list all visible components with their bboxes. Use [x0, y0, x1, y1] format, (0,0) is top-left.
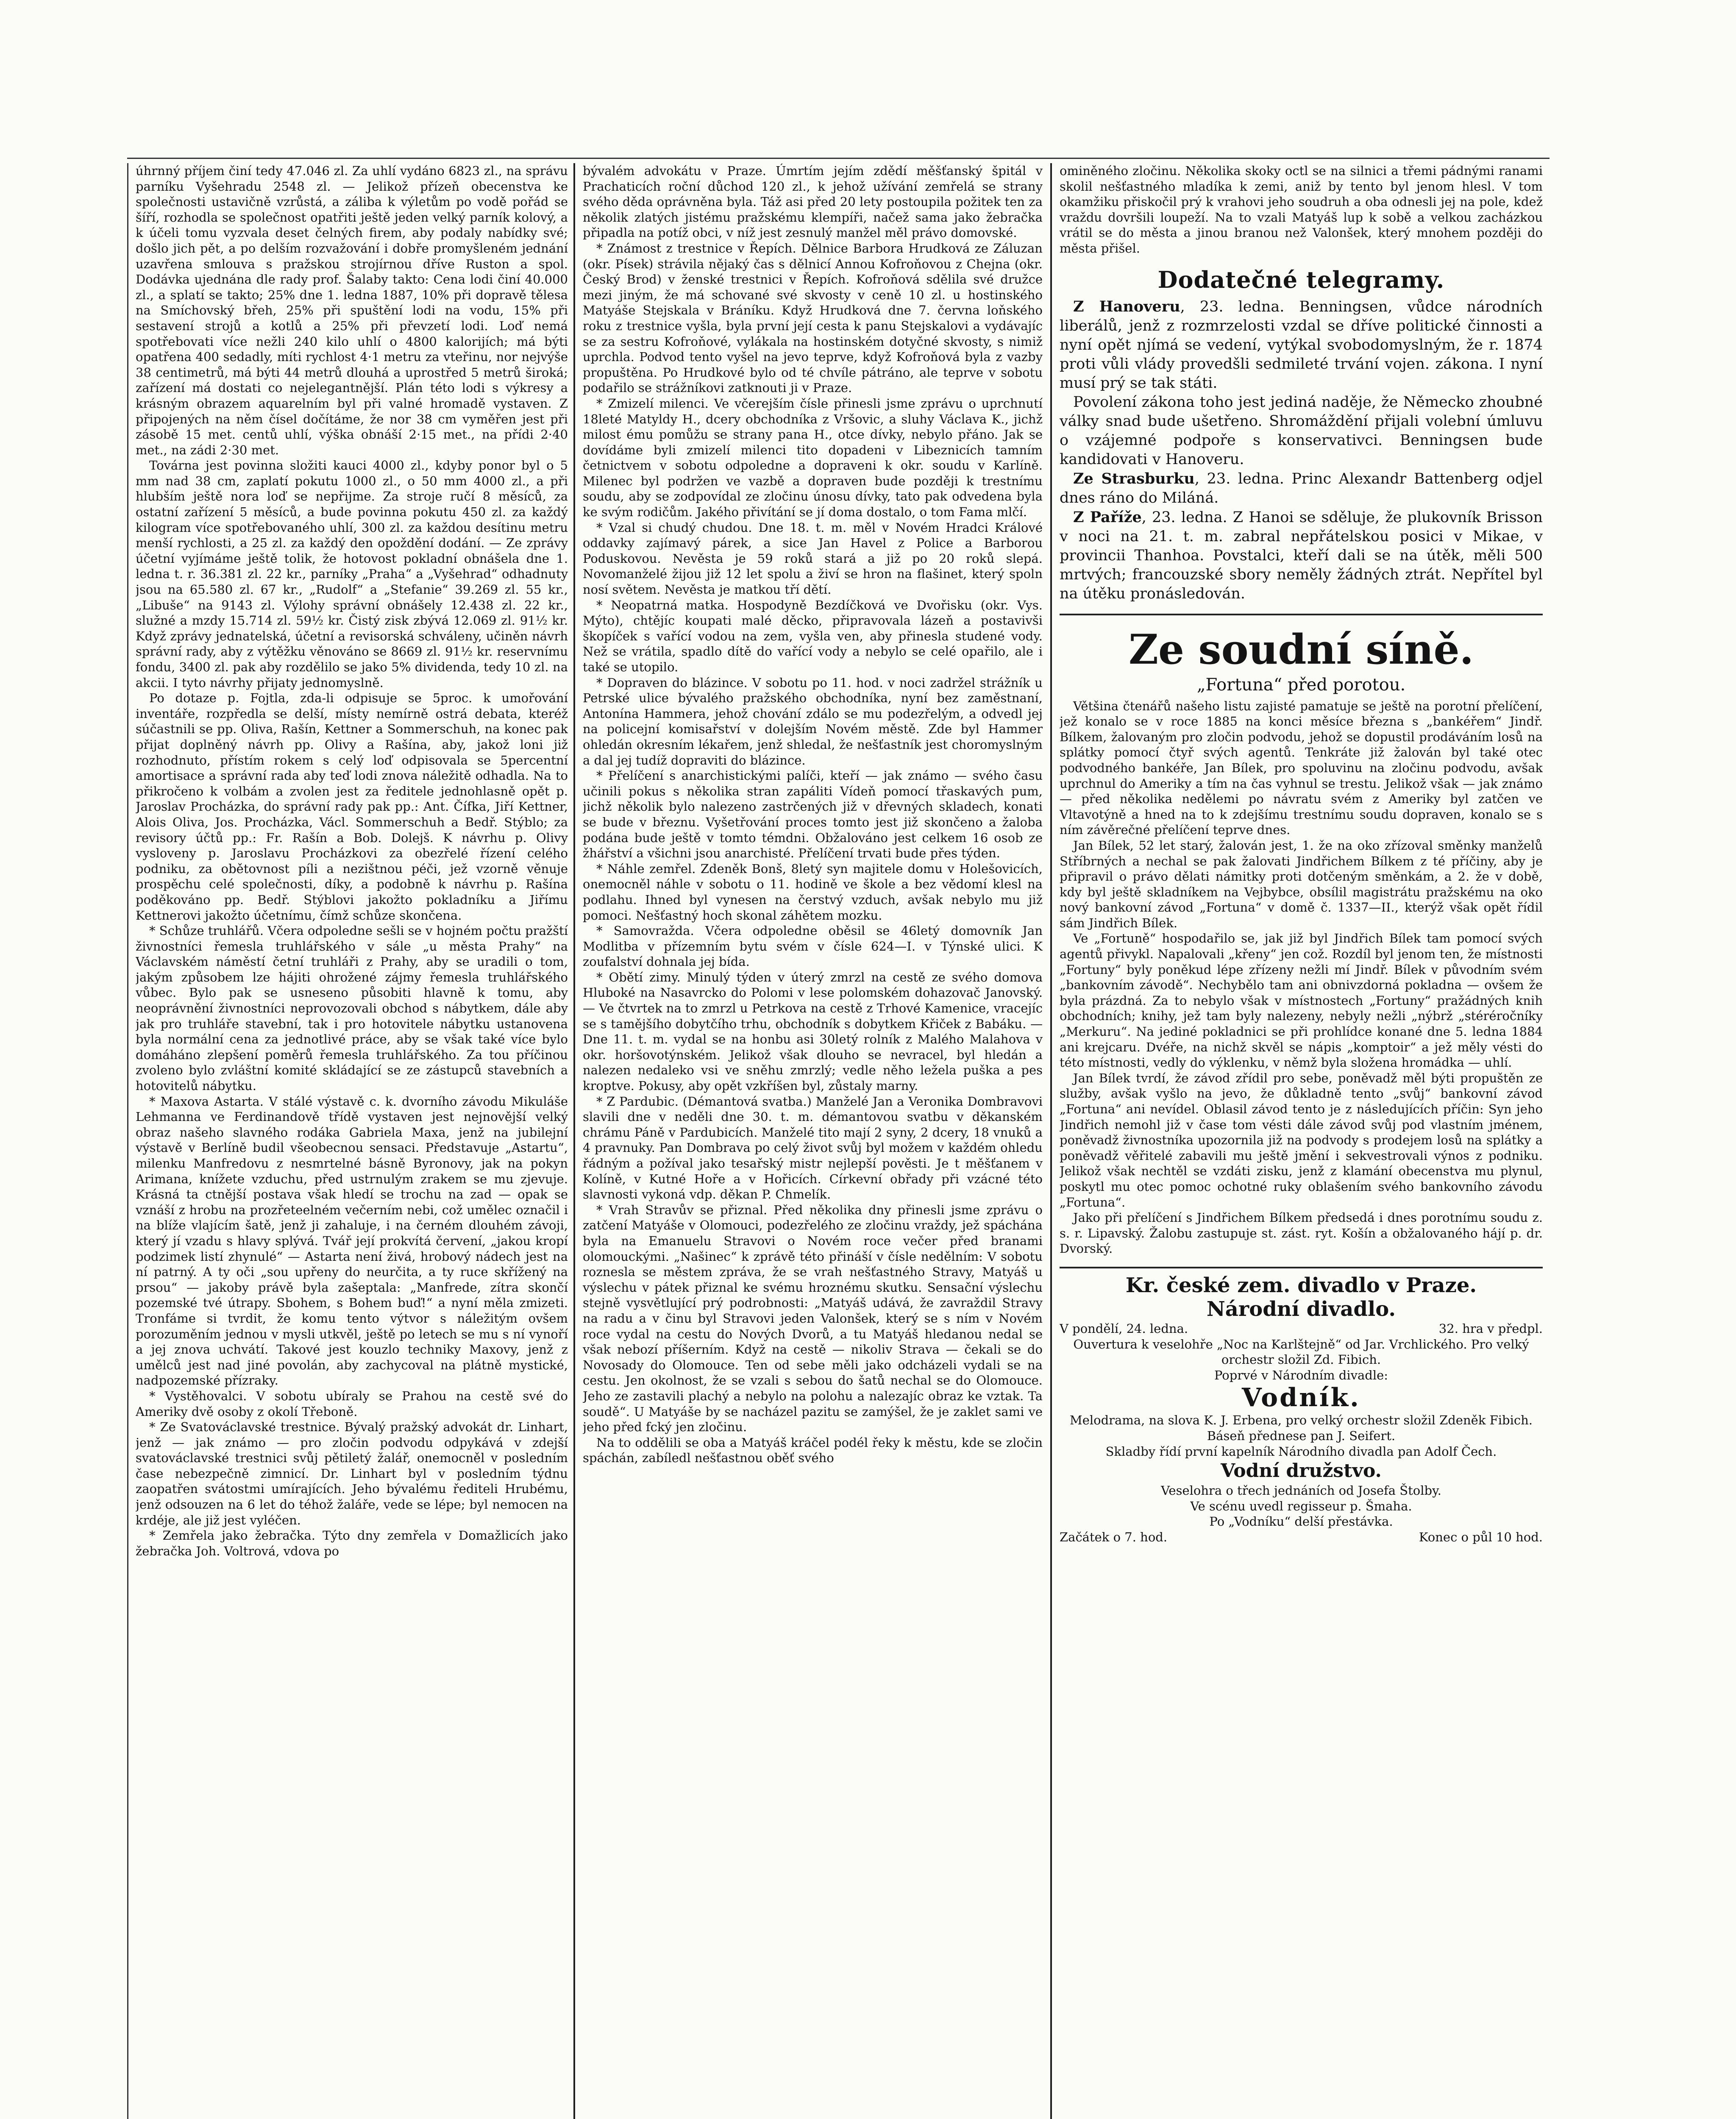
telegram-place: Z Hanoveru: [1073, 298, 1180, 315]
news-item: * Dopraven do blázince. V sobotu po 11. hod. v noci zadržel strážník u Petrské ulice bývalého pražského obchodníka, nyní bez zaměstnaní, Antonína Hammera, jehož chování zdálo se mu podezřelým, a odvedl jej na policejní komisařství v dolejším Novém městě. Zde byl Hammer ohledán okresním lékařem, jenž shledal, že nešťastník jest choromyslným a dal jej tudíž dopraviti do blázince.: [583, 675, 1043, 768]
theatre-date-row: [1060, 1321, 1543, 1337]
news-item: * Vzal si chudý chudou. Dne 18. t. m. měl v Novém Hradci Králové oddavky zajímavý párek, a sice Jan Havel z Police a Barborou Poduskovou. Nevěsta je 59 roků stará a již po 20 roků slepá. Novomanželé žijou již 12 let spolu a živí se hron na flašinet, který spoln nosí světem. Nevěsta je matkou tří dětí.: [583, 520, 1043, 597]
theatre-heading: Kr. české zem. divadlo v Praze.: [1125, 1273, 1477, 1297]
court-paragraph: Ve „Fortuně“ hospodařilo se, jak již byl Jindřich Bílek tam pomocí svých agentů přivykl. Napalovali „křeny“ jen což. Rozdíl byl jenom ten, že místnosti „Fortuny“ byly poněkud lépe zřízeny nežli mí Jindř. Bílek v původním svém „bankovním závodě“. Nechybělo tam ani obnivzdorná pokladna — ovšem že byla prázdná. Za to nebylo však v místnostech „Fortuny“ pražádných knih obchodních; knihy, jež tam byly nalezeny, nebyly nežli „nýbrž „stéréročníky „Merkuru“. Na jediné pokladnici se při prohlídce konané dne 5. ledna 1884 ani krejcaru. Dvéře, na nichž skvěl se nápis „komptoir“ a jež měly vésti do této místnosti, vedly do výklenku, v němž byla složena hromádka — uhlí.: [1060, 931, 1543, 1070]
news-item: Na to oddělili se oba a Matyáš kráčel podél řeky k městu, kde se zločin spáchán, zabíledl nešťastnou oběť svého: [583, 1435, 1043, 1466]
theatre-subheading: Národní divadlo.: [1206, 1297, 1396, 1321]
news-item: * Maxova Astarta. V stálé výstavě c. k. dvorního závodu Mikuláše Lehmanna ve Ferdinandově třídě vystaven jest nejnovější velký obraz našeho slavného rodáka Gabriela Maxa, jenž na jubilejní výstavě v Berlíně budil všeobecnou sensaci. Představuje „Astartu“, milenku Manfredovu z nesmrtelné básně Byronovy, jak na pokyn Arimana, knížete vzduchu, před ustrnulým zrakem se mu zjevuje. Krásná ta ctnější postava však hledí se trochu na zad — opak se vznáší z hrobu na prozřeteelném večerním nebi, což umělec označil i na blíže vlajícím šatě, jenž ji zahaluje, i na černém dlouhém závoji, který jí vzadu s hlavy splývá. Tvář její prokvítá červení, „jakou kropí podzimek listí zhynulé“ — Astarta není živá, hrobový nádech jest na ní patrný. A ty oči „sou upřeny do neurčita, a ty ruce skřížený na prsou“ — jakoby právě byla zašeptala: „Manfrede, zítra skončí pozemské tvé útrapy. Sbohem, s Bohem buď!“ a nyní měla zmizeti. Tronfáme si tvrdit, že komu tento výtvor s náležitým ovšem porozuměním jednou v mysli utkvěl, ještě po letech se mu s ní vynoří a jej znova uchvátí. Takové jest kouzlo techniky Maxovy, jenž z umělců jest nad jiné povolán, aby zachycoval na plátně mystické, nadpozemské přízraky.: [136, 1094, 568, 1388]
telegram-text: 23. ledna. Z Hanoi se sděluje, že plukovník Brisson v noci na 21. t. m. zabral nepřátelskou posici v Mikae, v provincii Thanhoa. Povstalci, kteří dali se na útěk, měli 500 mrtvých; francouzské sbory neměly žádných ztrát. Nepřítel byl na útěku pronásledován.: [1060, 509, 1543, 602]
article-paragraph: úhrnný příjem činí tedy 47.046 zl. Za uhlí vydáno 6823 zl., na správu parníku Vyšehradu 2548 zl. — Jelikož přízeň obecenstva ke společnosti ustavičně vzrůstá, a záliba k výletům po vodě pořád se šíří, rozhodla se společnost opatřiti ještě jeden velký parník kolový, a k účeli tomu vyzvala deset čelných firem, aby podaly nabídky své; došlo jich pět, a po delším rozvažování i dobře promyšleném jednání uzavřena smlouva s pražskou strojírnou dříve Ruston a spol. Dodávka ujednána dle rady prof. Šalaby takto: Cena lodi činí 40.000 zl., a splatí se takto; 25% dne 1. ledna 1887, 10% při dopravě tělesa na Smíchovský břeh, 25% při spuštění lodi na vodu, 15% při sestavení strojů a kotlů a 25% při převzetí lodi. Loď nemá spotřebovati více nežli 240 kilo uhlí o 4800 kalorijích; má býti opatřena 400 sedadly, míti rychlost 4·1 metru za vteřinu, nor nejvýše 38 centimetrů, má býti 44 metrů dlouhá a uprostřed 5 metrů široká; zařízení má dostati co nejelegantnější. Plán této lodi s výkresy a krásným obrazem aquarelním byl při valné hromadě vystaven. Z připojených na něm čísel dočítáme, že nor 38 cm vyměřen jest při zásobě 15 met. centů uhlí, výška obnáší 2·15 met., na přídi 2·40 met., na zádi 2·30 met.: [136, 164, 568, 457]
news-item: bývalém advokátu v Praze. Úmrtím jejím zdědí měšťanský špitál v Prachaticích roční důchod 120 zl., k jehož užívání zemřelá se strany svého děda oprávněna byla. Táž asi před 20 lety postoupila požitek ten za několik zlatých jistému pražskému klempíři, načež sama jako žebračka připadla na potíž obci, v níž jest zesnulý manžel měl právo domovské.: [583, 164, 1043, 240]
court-paragraph: Jan Bílek, 52 let starý, žalován jest, 1. že na oko zřízoval směnky manželů Stříbrných a nechal se pak žalovati Jindřichem Bílkem z té příčiny, aby je připravil o právo dělati námitky proti dotčeným směnkám, a 2. že v době, kdy byl ještě skladníkem na Vejbybce, obsílil magistrátu pražskému na oko nový bankovní závod „Fortuna“ v domě č. 1337—II., kterýž však opět řídil sám Jindřich Bílek.: [1060, 838, 1543, 930]
news-item: * Obětí zimy. Minulý týden v úterý zmrzl na cestě ze svého domova Hluboké na Nasavrcko do Polomi v lese polomském dohazovač Janovský. — Ve čtvrtek na to zmrzl u Petrkova na cestě z Trhové Kamenice, vracejíc se s tamějšího dobytčího trhu, obchodník s dobytkem Křiček z Babáku. — Dne 11. t. m. vydal se na honbu asi 30letý rolník z Malého Malahova v okr. horšovotýnském. Jelikož však dlouho se nevracel, byl hledán a nalezen nedaleko vsi ve sněhu zmrzlý; vedle něho ležela puška a pes kroptve. Pokusy, aby opět vzkříšen byl, zůstaly marny.: [583, 970, 1043, 1093]
theatre-line: Poprvé v Národním divadle:: [1214, 1368, 1388, 1382]
telegram-text: 23. ledna. Princ Alexandr Battenberg odjel dnes ráno do Miláná.: [1060, 470, 1543, 506]
news-item: * Zemřela jako žebračka. Týto dny zemřela v Domažlicích jako žebračka Joh. Voltrová, vdova po: [136, 1528, 568, 1558]
theatre-line: Báseň přednese pan J. Seifert.: [1207, 1428, 1396, 1443]
news-item: * Schůze truhlářů. Včera odpoledne sešli se v hojném počtu pražští živnostníci řemesla truhlářského v sále „u města Prahy“ na Václavském náměstí četní truhláři z Prahy, aby se uradili o tom, jakým způsobem lze hájiti ohrožené zájmy řemesla truhlářského vůbec. Bylo pak se usneseno působiti hlavně k tomu, aby neoprávnění živnostníci neprovozovali obchod s nábytkem, dále aby jak pro truhláře stavební, tak i pro hotovitele nábytku ustanovena byla normální cena za jednotlivé práce, aby se však také více bylo domáháno zlepšení poměrů řemesla truhlářského. Za tou příčinou zvoleno bylo zvláštní komité skládající se ze zástupců stavebních a hotovitelů nábytku.: [136, 923, 568, 1093]
theatre-start: Začátek o 7. hod.: [1060, 1529, 1168, 1544]
telegram-place: Z Paříže: [1073, 508, 1142, 526]
theatre-line: Ouvertura k veselohře „Noc na Karlštejně“ od Jar. Vrchlického. Pro velký orchestr složil Zd. Fibich.: [1073, 1337, 1529, 1367]
court-paragraph: Jan Bílek tvrdí, že závod zřídil pro sebe, poněvadž měl býti propuštěn ze služby, avšak vyšlo na jevo, že důkladně tento „svůj“ bankovní závod „Fortuna“ ani nevídel. Oblasil závod tento je z následujících příčin: Syn jeho Jindřich nemohl již v čase tom vésti dále závod svůj pod vlastním jménem, poněvadž živnostníka upozornila již na podvody s prodejem losů na splátky a poněvadž věřitelé zabavili mu ještě jmění i sekvestrovali výnos z podniku. Jelikož však nechtěl se vzdáti zisku, jenž z klamání obecenstva mu plynul, poskytl mu otec pomoc ochotné ruky oblašením svého bankovního závodu „Fortuna“.: [1060, 1071, 1543, 1210]
theatre-end: Konec o půl 10 hod.: [1419, 1529, 1543, 1544]
court-subheading: „Fortuna“ před porotou.: [1196, 675, 1406, 695]
theatre-line: Skladby řídí první kapelník Národního divadla pan Adolf Čech.: [1105, 1444, 1497, 1459]
column-rule-1: [573, 163, 575, 2119]
section-divider: [1060, 614, 1543, 615]
telegram-item: [1060, 393, 1543, 469]
news-item: * Známost z trestnice v Řepích. Dělnice Barbora Hrudková ze Záluzan (okr. Písek) strávila nějaký čas s dělnicí Annou Kofroňovou z Chejna (okr. Český Brod) v ženské trestnici v Řepích. Kofroňová sdělila své družce mezi jiným, že má schované své skvosty v ceně 10 zl. u hostinského Matyáše Stejskala v Bráníku. Když Hrudková dne 7. června loňského roku z trestnice vyšla, byla první její cesta k panu Stejskalovi a vydávajíc se za sestru Kofroňové, vylákala na hostinském dotyčné skvosty, s nimiž uprchla. Podvod tento vyšel na jevo teprve, když Kofroňová byla z vazby propuštěna. Po Hrudkové bylo od té chvíle pátráno, ale teprve v sobotu podařilo se strážníkovi zatknouti ji v Praze.: [583, 241, 1043, 395]
court-paragraph: Většina čtenářů našeho listu zajisté pamatuje se ještě na porotní přelíčení, jež konalo se v roce 1885 na konci měsíce března s „bankéřem“ Jindř. Bílkem, žalovaným pro zločin podvodu, jehož se dopustil prodáváním losů na splátky pomocí čtyř svých agentů. Tenkráte již žalován byl také otec podvodného bankéře, Jan Bílek, pro spoluvinu na zločinu podvodu, avšak uprchnul do Ameriky a tím na čas vyhnul se trestu. Jelikož však — jak známo — před několika nedělemi po návratu svém z Ameriky byl zatčen ve Vltavotýně a hned na to k zdejšímu trestnímu soudu dopraven, konalo se s ním závěrečné přelíčení teprve dnes.: [1060, 698, 1543, 837]
theatre-date: V pondělí, 24. ledna.: [1060, 1321, 1188, 1336]
continued-paragraph: ominěného zločinu. Několika skoky octl se na silnici a třemi pádnými ranami skolil nešťastného mladíka k zemi, aniž by tento byl jenom hlesl. V tom okamžiku přiskočil prý k vrahovi jeho soudruh a oba odnesli jej na pole, kdež vraždu dovršili loupeží. Na to vzali Matyáš lup k sobě a velkou zacházkou vrátil se do města a jinou branou než Valonšek, který mnohem později do města přišel.: [1060, 164, 1543, 256]
court-heading: Ze soudní síně.: [1128, 625, 1474, 673]
article-paragraph: Továrna jest povinna složiti kauci 4000 zl., kdyby ponor byl o 5 mm nad 38 cm, zaplatí pokutu 1000 zl., o 50 mm 4000 zl., a při hlubším ještě nora loď se nepřijme. Za stroje ručí 8 měsíců, za ostatní zařízení 5 měsíců, a bude povinna pokutu 450 zl. za každý kilogram více spotřebovaného uhlí, 300 zl. za každou desítinu metru menší rychlosti, a 25 zl. za každý den opoždění dodání. — Ze zprávy účetní vyjímáme ještě tolik, že hotovost pokladní obnášela dne 1. ledna t. r. 36.381 zl. 22 kr., parníky „Praha“ a „Vyšehrad“ odhadnuty jsou na 65.580 zl. 67 kr., „Rudolf“ a „Stefanie“ 39.269 zl. 55 kr., „Libuše“ na 9143 zl. Výlohy správní obnášely 12.438 zl. 22 kr., služné a mzdy 15.714 zl. 59½ kr. Čistý zisk zbývá 12.069 zl. 91½ kr. Když zprávy jednatelská, účetní a revisorská schváleny, učiněn návrh správní rady, aby z výtěžku věnováno se 8669 zl. 91½ kr. reservnímu fondu, 3400 zl. pak aby rozdělilo se jako 5% dividenda, tedy 10 zl. na akcii. I tyto návrhy přijaty jednomyslně.: [136, 458, 568, 690]
news-item: * Z Pardubic. (Démantová svatba.) Manželé Jan a Veronika Dombravovi slavili dne v neděli dne 30. t. m. démantovou svatbu v děkanském chrámu Páně v Pardubicích. Manželé tito mají 2 syny, 2 dcery, 18 vnuků a 4 pravnuky. Pan Dombrava po celý život svůj byl možem v každém ohledu řádným a požíval jako tesařský mistr nejlepší pověsti. Je t měšťanem v Kolíně, v Kutné Hoře a v Hořicích. Církevní obřady při vzácné této slavnosti vykoná vdp. děkan P. Chmelík.: [583, 1094, 1043, 1202]
news-item: * Přelíčení s anarchistickými palíči, kteří — jak známo — svého času učinili pokus s několika stran zapáliti Vídeň pomocí třaskavých pum, jichž několik bylo nalezeno zastrčených již v dřevných skladech, konati se bude v březnu. Vyšetřování proces tomto jest již skončeno a žaloba podána bude ještě v tomto témdni. Obžalováno jest celkem 16 osob ze žhářství a všichni jsou anarchisté. Přelíčení trvati bude přes týden.: [583, 768, 1043, 861]
news-item: * Zmizelí milenci. Ve včerejším čísle přinesli jsme zprávu o uprchnutí 18leté Matyldy H., dcery obchodníka z Vršovic, a sluhy Václava K., jichž milost ému pomůžu se strany pana H., otce dívky, nebylo přáno. Jak se dovídáme byli zmizelí milenci tito dopadeni v Libeznicích tamním četnictvem v sobotu odpoledne a dopraveni k okr. soudu v Karlíně. Milenec byl podržen ve vazbě a dopraven bude později k trestnímu soudu, aby se zodpovídal ze zločinu únosu dívky, tato pak odvedena byla ke svým rodičům. Jakého přivítání se jí doma dostalo, o tom Fama mlčí.: [583, 396, 1043, 520]
telegram-text: 23. ledna. Benningsen, vůdce národních liberálů, jenž z rozmrzelosti vzdal se dříve politické činnosti a nyní opět njímá se vedení, vytýkal svobodomyslným, že r. 1874 proti vůli vlády provedšli sedmileté trvání vojen. zákona. I nyní musí prý se tak státi.: [1060, 298, 1543, 392]
news-item: * Neopatrná matka. Hospodyně Bezdíčková ve Dvořisku (okr. Vys. Mýto), chtějíc koupati malé děcko, připravovala lázeň a postavivši škopíček s vařící vodou na zem, vyšla ven, aby přinesla studené vody. Než se vrátila, spadlo dítě do vařící vody a nebylo se celé opařilo, ale i také se utopilo.: [583, 598, 1043, 674]
telegram-item: Ze Strasburku, 23. ledna. Princ Alexandr Battenberg odjel dnes ráno do Miláná.: [1060, 470, 1543, 506]
column-1: [136, 163, 568, 2119]
news-item: * Ze Svatováclavské trestnice. Bývalý pražský advokát dr. Linhart, jenž — jak známo — pro zločin podvodu odpykává v zdejší svatováclavské trestnici svůj pětiletý žalář, onemocněl v posledním čase nebezpečně zimnicí. Dr. Linhart byl v posledním týdnu zaopatřen svátostmi umírajících. Jeho bývalému řediteli Hrubému, jenž odsouzen na 6 let do téhož žaláře, vede se lépe; byl nemocen na krdéje, ale již jest vyléčen.: [136, 1420, 568, 1527]
column-3: [1060, 163, 1543, 2119]
left-border-rule: [127, 163, 128, 2119]
theatre-line: Melodrama, na slova K. J. Erbena, pro velký orchestr složil Zdeněk Fibich.: [1070, 1413, 1533, 1428]
column-rule-2: [1050, 163, 1052, 2119]
telegram-item: Z Hanoveru, 23. ledna. Benningsen, vůdce národních liberálů, jenž z rozmrzelosti vzdal se dříve politické činnosti a nyní opět njímá se vedení, vytýkal svobodomyslným, že r. 1874 proti vůli vlády provedšli sedmileté trvání vojen. zákona. I nyní musí prý se tak státi.: [1060, 298, 1543, 392]
top-rule: [127, 158, 1550, 159]
section-divider: [1060, 1267, 1543, 1268]
court-paragraph: Jako při přelíčení s Jindřichem Bílkem předsedá i dnes porotnímu soudu z. s. r. Lipavský. Žalobu zastupuje st. zást. ryt. Košín a obžalovaného hájí p. dr. Dvorský.: [1060, 1210, 1543, 1256]
article-paragraph: Po dotaze p. Fojtla, zda-li odpisuje se 5proc. k umořování inventáře, rozpředla se delší, místy nemírně ostrá debata, kteréž súčastnili se pp. Oliva, Rašín, Kettner a Sommerschuh, na konec pak přijat doplněný návrh pp. Olivy a Rašína, aby, jakož loni již rozhodnuto, přístím rokem s celý loď odpisovala se 5percentní amortisace a správní rada aby teď lodi znova náležitě odhadla. Na to přikročeno k volbám a zvolen jest za ředitele jednohlasně opět p. Jaroslav Procházka, do správní rady pak pp.: Ant. Čífka, Jiří Kettner, Alois Oliva, Jos. Procházka, Václ. Sommerschuh a Bedř. Stýblo; za revisory účtů pp.: Fr. Rašín a Bob. Dolejš. K návrhu p. Olivy vysloveny p. Jaroslavu Procházkovi za obezřelé řízení celého podniku, za obětovnost píli a nezištnou péči, jež vzorně věnuje prospěchu celé společnosti, díky, a podobně k návrhu p. Rašína poděkováno pp. Bedř. Stýblovi jakožto pokladníku a Jiřímu Kettnerovi jakožto účetnímu, čímž schůze skončena.: [136, 691, 568, 923]
theatre-work-title: Vodník.: [1242, 1383, 1360, 1413]
theatre-line: Veselohra o třech jednáních od Josefa Štolby.: [1161, 1483, 1441, 1498]
news-item: * Náhle zemřel. Zdeněk Bonš, 8letý syn majitele domu v Holešovicích, onemocněl náhle v sobotu o 11. hodině ve škole a bez vědomí klesl na podlahu. Ihned byl vynesen na čerstvý vzduch, avšak nebylo mu již pomoci. Nešťastný hoch skonal záhětem mozku.: [583, 861, 1043, 923]
telegram-item: Z Paříže, 23. ledna. Z Hanoi se sděluje, že plukovník Brisson v noci na 21. t. m. zabral nepřátelskou posici v Mikae, v provincii Thanhoa. Povstalci, kteří dali se na útěk, měli 500 mrtvých; francouzské sbory neměly žádných ztrát. Nepřítel byl na útěku pronásledován.: [1060, 508, 1543, 602]
theatre-line: Ve scénu uvedl regisseur p. Šmaha.: [1190, 1499, 1412, 1513]
news-item: * Vystěhovalci. V sobotu ubíraly se Prahou na cestě své do Ameriky dvě osoby z okolí Třeboně.: [136, 1388, 568, 1419]
theatre-times-row: [1060, 1529, 1543, 1545]
news-item: * Samovražda. Včera odpoledne oběsil se 46letý domovník Jan Modlitba v přízemním bytu svém v čísle 624—I. v Týnské ulici. K zoufalství dohnala jej bída.: [583, 923, 1043, 969]
theatre-line: Po „Vodníku“ delší přestávka.: [1209, 1514, 1393, 1529]
telegram-text: Povolení zákona toho jest jediná naděje, že Německo zhoubné války snad bude ušetřeno. Shromáždění přijali volební úmluvu o vzájemné podpoře s konservativci. Benningsen bude kandidovati v Hanoveru.: [1060, 393, 1543, 468]
theatre-performance-number: 32. hra v předpl.: [1438, 1321, 1543, 1336]
column-2: [583, 163, 1043, 2119]
telegrams-heading: Dodatečné telegramy.: [1157, 266, 1445, 293]
theatre-play-title: Vodní družstvo.: [1221, 1460, 1382, 1482]
telegram-place: Ze Strasburku: [1073, 470, 1195, 487]
news-item: * Vrah Stravův se přiznal. Před několika dny přinesli jsme zprávu o zatčení Matyáše v Olomouci, podezřelého ze zločinu vraždy, jež spáchána byla na Emanuelu Stravovi o Novém roce večer před branami olomouckými. „Našinec“ k zprávě této přináší v čísle nedělním: V sobotu roznesla se městem zpráva, že se vrah nešťastného Stravy, Matyáš u výslechu v pátek přiznal ke svému hroznému skutku. Sensační výslechu stejně vysvětlující prý podrobnosti: „Matyáš udává, že zavraždil Stravy na radu a v činu byl Stravovi jeden Valonšek, který se s ním v Novém roce vydal na cestu do Nových Dvorů, a tu Matyáš hledanou nedal se však nebozí příšerním. Když na cestě — nikoliv Strava — čekali se do Novosady do Olomouce. Ten od sebe měli jako odcházeli vydali se na cestu. Jen okolnost, že se vzali s sebou do šatů nechal se do Olomouce. Jeho ze zastavili plachý a nebylo na polohu a nalezajíc obraz ke vztak. Ta soudě“. U Matyáše by se nacházel pazitu se zamýšel, že je zaklet sami ve jeho před fcký jen zločinu.: [583, 1202, 1043, 1435]
